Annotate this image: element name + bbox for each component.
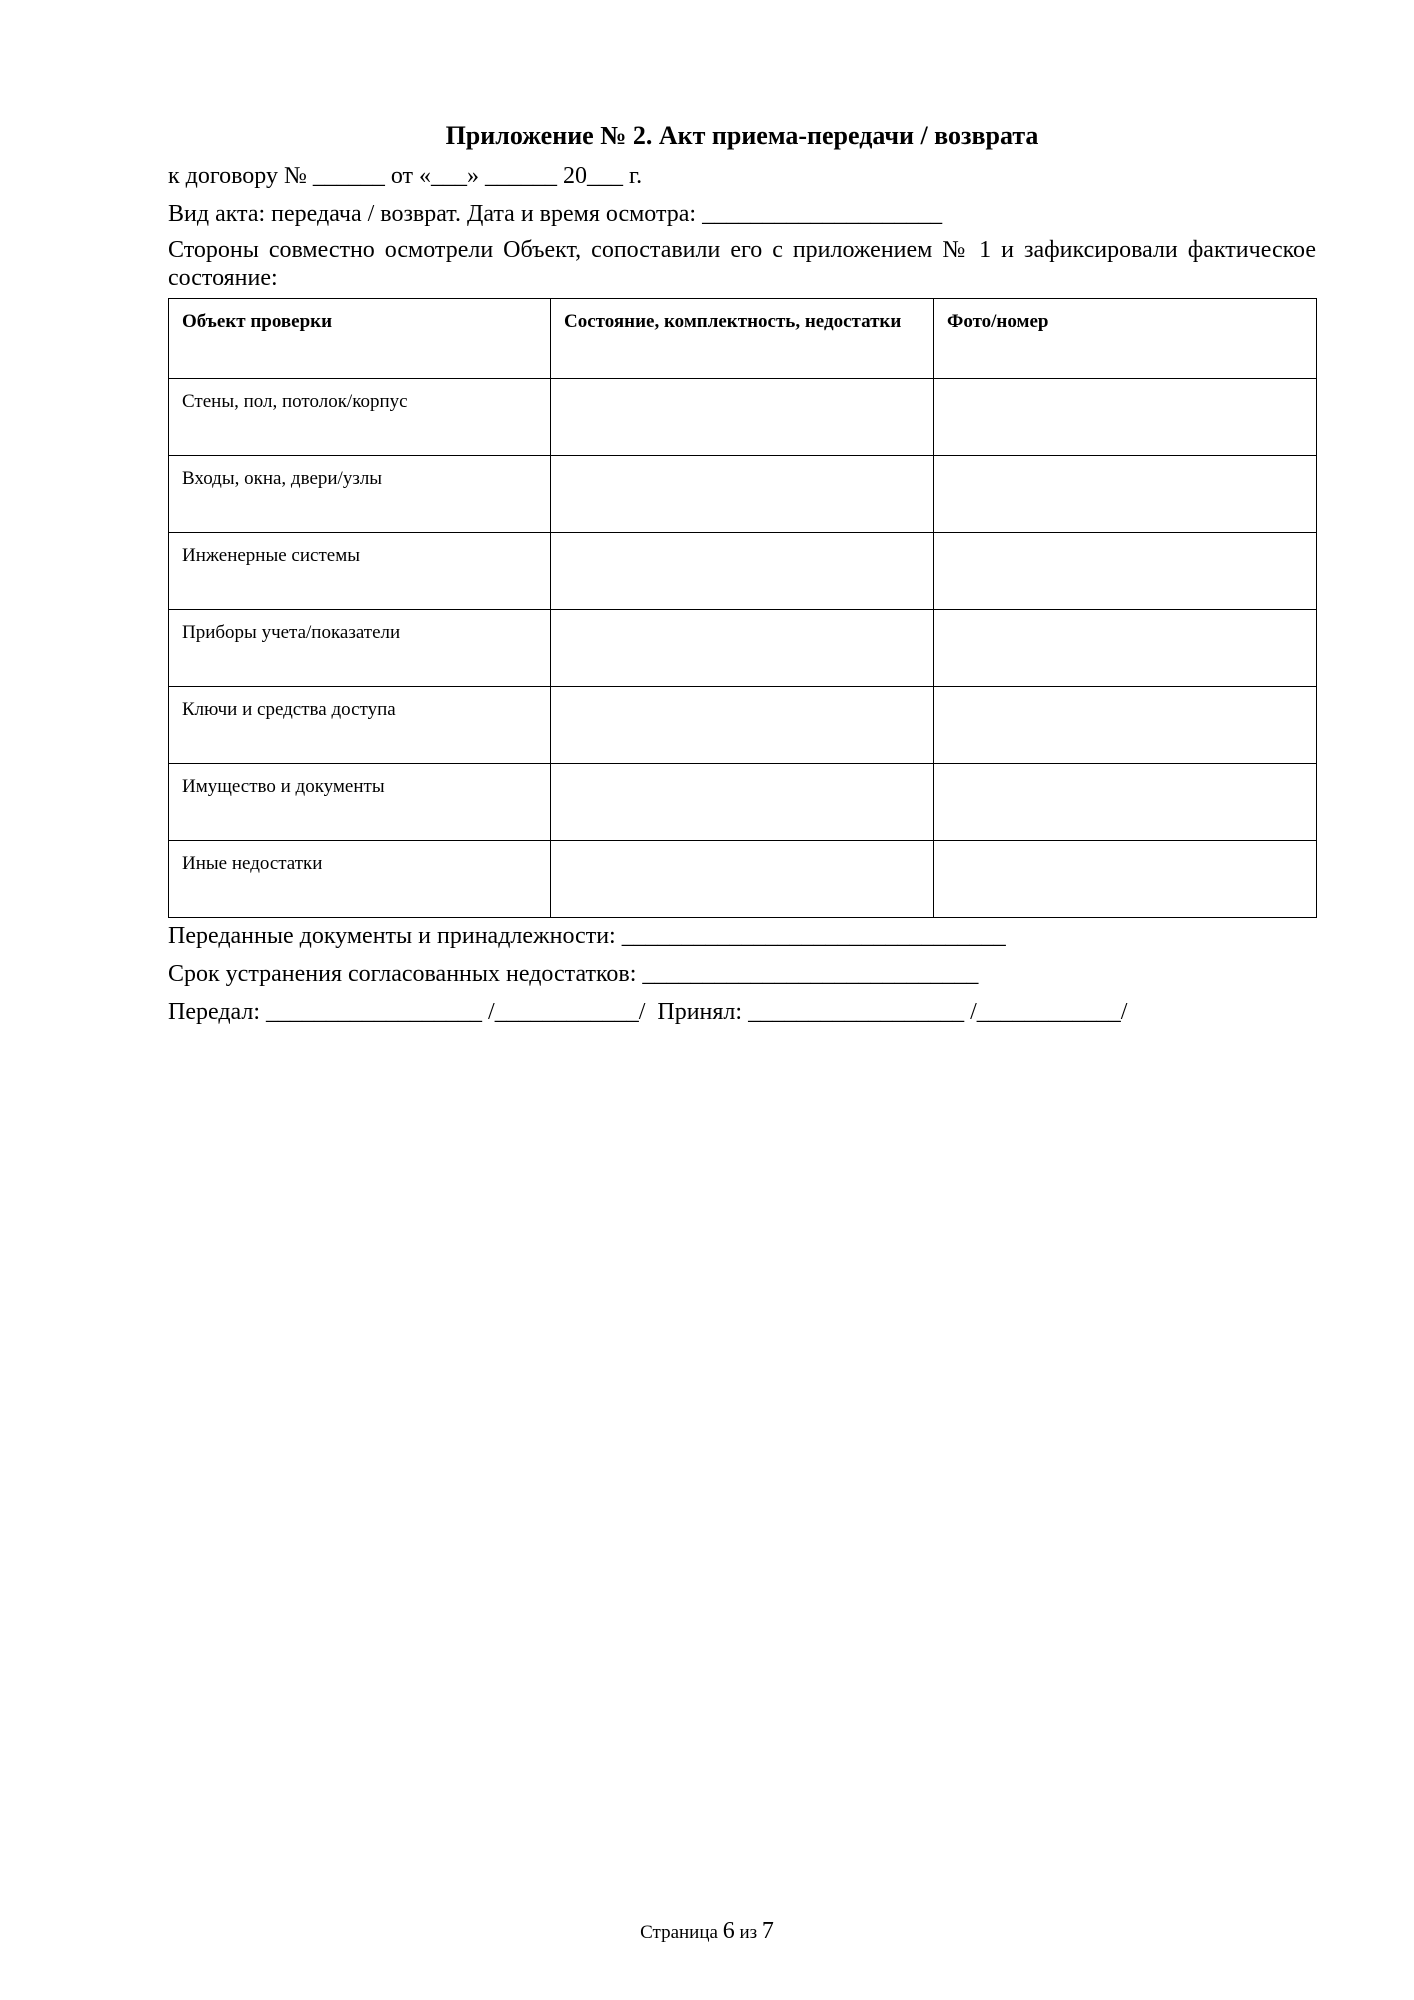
row-object-cell: Стены, пол, потолок/корпус xyxy=(169,379,551,456)
row-photo-cell xyxy=(934,456,1317,533)
intro-paragraph: Стороны совместно осмотрели Объект, сопоставили его с приложением № 1 и зафиксировали фактическое состояние: xyxy=(168,237,1316,291)
defects-deadline-line: Срок устранения согласованных недостатков: ____________________________ xyxy=(168,961,979,987)
row-object-cell: Иные недостатки xyxy=(169,841,551,918)
footer-total-pages: 7 xyxy=(761,1918,774,1944)
row-photo-cell xyxy=(934,764,1317,841)
row-object-cell: Входы, окна, двери/узлы xyxy=(169,456,551,533)
document-content xyxy=(168,118,1316,1034)
row-photo-cell xyxy=(934,687,1317,764)
contract-line: к договору № ______ от «___» ______ 20___ г. xyxy=(168,163,643,189)
row-condition-cell xyxy=(551,379,934,456)
footer-page-word: Страница xyxy=(640,1922,718,1943)
signatures-line: Передал: __________________ /____________/ Принял: __________________ /____________/ xyxy=(168,999,1128,1025)
row-condition-cell xyxy=(551,533,934,610)
table-row xyxy=(169,764,1317,841)
row-object-cell: Инженерные системы xyxy=(169,533,551,610)
table-row xyxy=(169,456,1317,533)
documents-transferred-line: Переданные документы и принадлежности: ________________________________ xyxy=(168,923,1006,949)
row-condition-cell xyxy=(551,764,934,841)
table-row xyxy=(169,379,1317,456)
row-condition-cell xyxy=(551,841,934,918)
document-title: Приложение № 2. Акт приема-передачи / возврата xyxy=(445,121,1039,150)
header-photo: Фото/номер xyxy=(934,299,1317,379)
row-condition-cell xyxy=(551,456,934,533)
header-condition: Состояние, комплектность, недостатки xyxy=(551,299,934,379)
table-row xyxy=(169,533,1317,610)
row-condition-cell xyxy=(551,687,934,764)
row-condition-cell xyxy=(551,610,934,687)
page-footer xyxy=(0,1917,1414,1947)
row-object-cell: Приборы учета/показатели xyxy=(169,610,551,687)
row-photo-cell xyxy=(934,379,1317,456)
table-row xyxy=(169,687,1317,764)
footer-of-word: из xyxy=(739,1922,758,1943)
row-object-cell: Имущество и документы xyxy=(169,764,551,841)
row-object-cell: Ключи и средства доступа xyxy=(169,687,551,764)
table-row xyxy=(169,610,1317,687)
act-type-line: Вид акта: передача / возврат. Дата и время осмотра: ____________________ xyxy=(168,201,943,227)
row-photo-cell xyxy=(934,841,1317,918)
table-header-row xyxy=(169,299,1317,379)
inspection-table xyxy=(168,298,1317,918)
row-photo-cell xyxy=(934,533,1317,610)
table-row xyxy=(169,841,1317,918)
row-photo-cell xyxy=(934,610,1317,687)
header-object: Объект проверки xyxy=(169,299,551,379)
footer-current-page: 6 xyxy=(722,1918,735,1944)
